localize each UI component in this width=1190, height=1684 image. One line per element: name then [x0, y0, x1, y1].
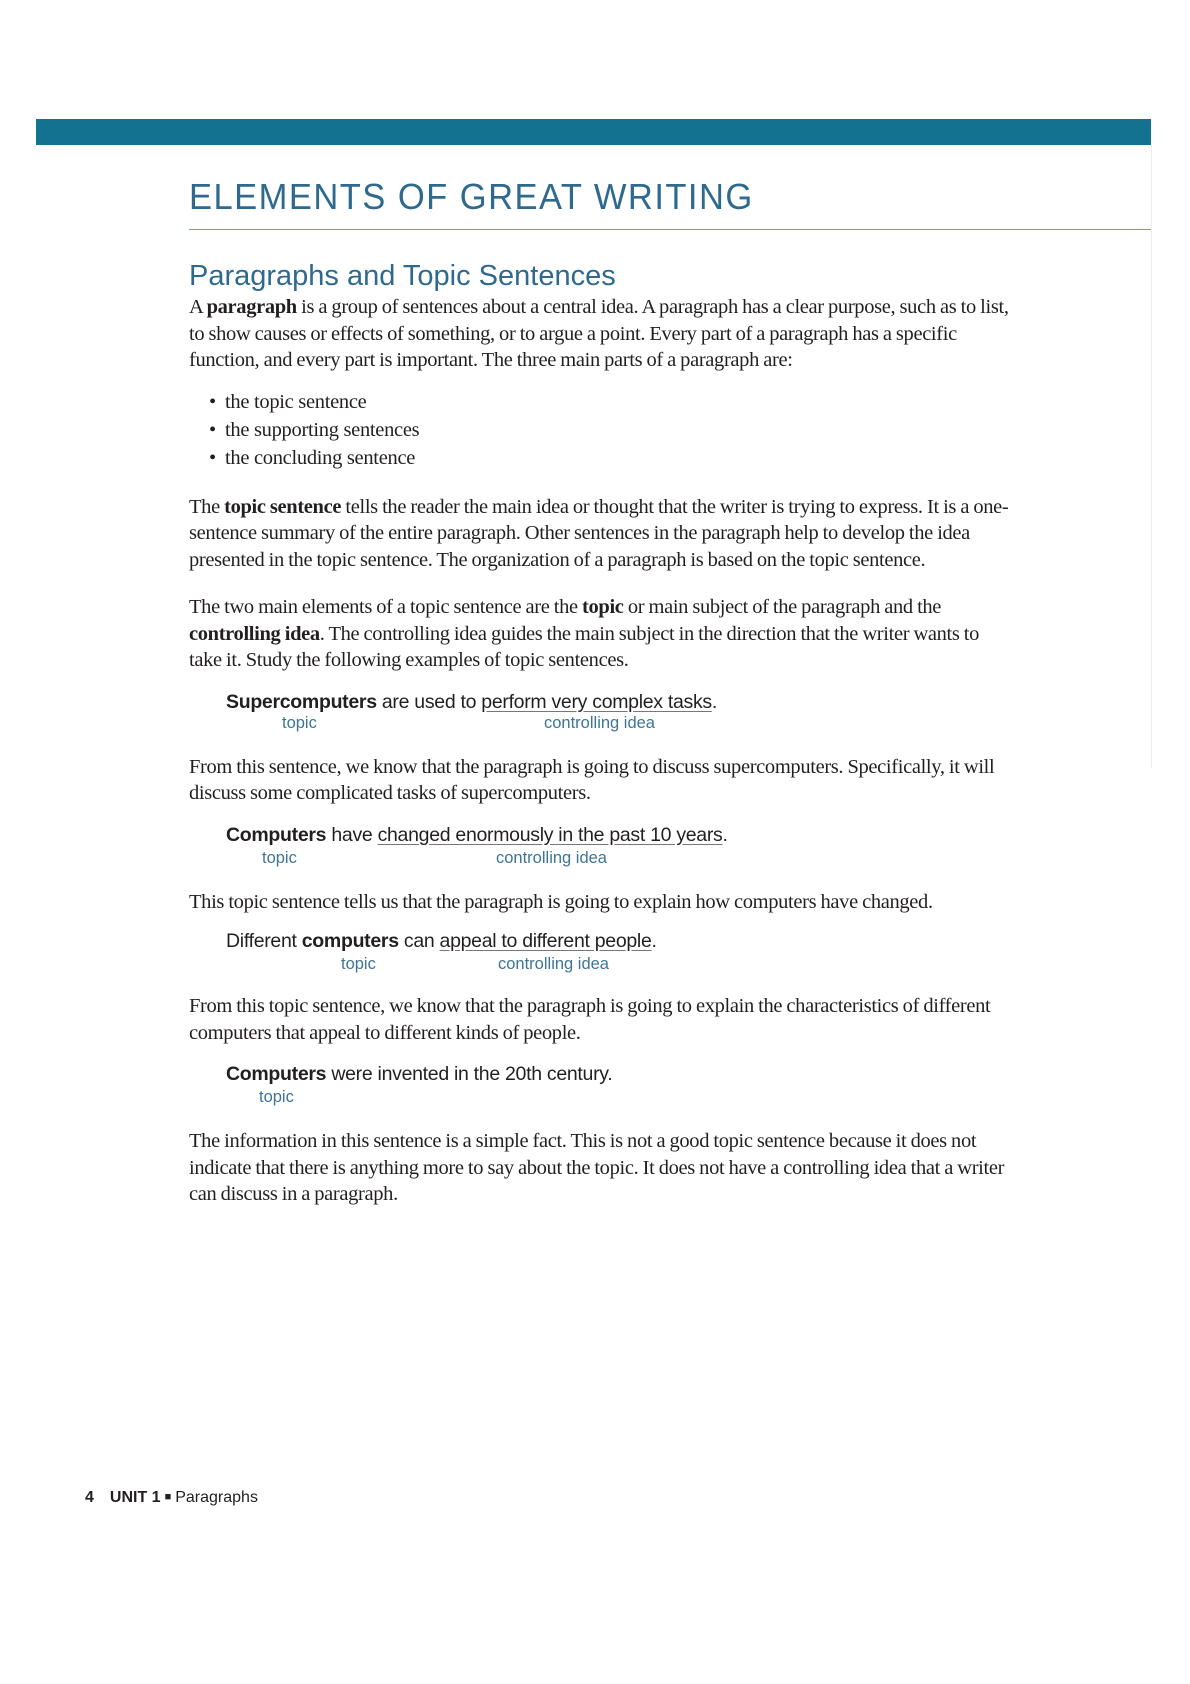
topic-sentence-paragraph [189, 494, 1009, 574]
example-lead: Different [226, 930, 302, 952]
intro-text-pre: A [189, 296, 207, 318]
term-controlling-idea: controlling idea [189, 622, 320, 645]
main-content [189, 258, 1009, 1208]
text: The two main elements of a topic sentence are the [189, 596, 583, 618]
example-explanation-4: The information in this sentence is a simple fact. This is not a good topic sentence because it does not indicate that there is anything more to say about the topic. It does not have a controlling idea that a writer can discuss in a paragraph. [189, 1130, 1005, 1205]
controlling-idea-label: controlling idea [496, 848, 607, 867]
header-banner [36, 119, 1151, 145]
example-labels-4 [189, 1086, 1009, 1110]
example-middle: are used to [376, 690, 482, 713]
example-end: . [711, 690, 718, 713]
example-topic: Computers [226, 1063, 327, 1085]
example-explanation-2: This topic sentence tells us that the paragraph is going to explain how computers have changed. [189, 890, 933, 913]
title-divider [189, 229, 1151, 230]
example-middle: have [326, 823, 378, 846]
text: tells the reader the main idea or thought that the writer is trying to express. It is a one-sentence summary of the entire paragraph. Other sentences in the paragraph help to develop the idea presented in the topic sentence. The organization of a paragraph is based on the topic sentence. [189, 495, 1009, 571]
separator-square-icon: ■ [164, 1491, 172, 1503]
text: or main subject of the paragraph and the [623, 596, 942, 618]
example-controlling-idea: perform very complex tasks [481, 690, 712, 713]
topic-label: topic [282, 713, 317, 732]
list-item-text: the supporting sentences [225, 418, 420, 441]
example-sentence-2 [226, 823, 1009, 847]
list-item-text: the topic sentence [225, 390, 367, 413]
example-sentence-1 [226, 690, 1009, 714]
term-topic: topic [582, 596, 624, 618]
example-sentence-3 [226, 929, 1009, 953]
example-labels-3 [189, 953, 1009, 977]
section-title: ELEMENTS OF GREAT WRITING [189, 176, 754, 217]
example-end: . [651, 930, 657, 952]
intro-term-paragraph: paragraph [206, 296, 297, 318]
example-controlling-idea: changed enormously in the past 10 years [377, 823, 723, 846]
intro-text-post: is a group of sentences about a central idea. A paragraph has a clear purpose, such as to list, to show causes or effects of something, or to argue a point. Every part of a paragraph has a specific function, and every part is important. The three main parts of a paragraph are: [189, 296, 1009, 371]
example-topic: computers [301, 930, 399, 952]
example-labels-2 [189, 847, 1009, 871]
page-number: 4 [85, 1489, 94, 1506]
subheading: Paragraphs and Topic Sentences [189, 260, 616, 292]
text: . The controlling idea guides the main subject in the direction that the writer wants to take it. Study the following examples of topic sentences. [189, 622, 980, 671]
text: The [189, 495, 225, 518]
term-topic-sentence: topic sentence [224, 495, 342, 518]
controlling-idea-label: controlling idea [498, 955, 609, 973]
example-topic: Supercomputers [226, 690, 377, 713]
controlling-idea-label: controlling idea [544, 713, 655, 732]
list-item [209, 388, 1009, 416]
example-controlling-idea: appeal to different people [439, 930, 652, 952]
example-explanation-3: From this topic sentence, we know that the paragraph is going to explain the characteristics of different computers that appeal to different kinds of people. [189, 995, 991, 1044]
list-item [209, 444, 1009, 472]
example-middle: can [398, 930, 440, 952]
bullet-icon: • [209, 418, 216, 441]
topic-label: topic [341, 955, 376, 973]
bullet-icon: • [209, 446, 216, 469]
intro-paragraph [189, 294, 1009, 374]
example-topic: Computers [226, 823, 327, 846]
unit-label: UNIT 1 [109, 1489, 161, 1506]
example-explanation-1: From this sentence, we know that the paragraph is going to discuss supercomputers. Specifically, it will discuss some complicated tasks of supercomputers. [189, 755, 995, 804]
example-end: . [722, 823, 728, 846]
topic-label: topic [262, 848, 297, 867]
chapter-label: Paragraphs [175, 1489, 258, 1506]
list-item-text: the concluding sentence [225, 446, 416, 469]
example-sentence-4 [226, 1062, 1009, 1086]
paragraph-parts-list [189, 388, 1009, 472]
page-footer [85, 1489, 258, 1507]
list-item [209, 416, 1009, 444]
example-middle: were invented in the 20th century. [326, 1063, 613, 1085]
elements-paragraph [189, 594, 1009, 674]
example-labels-1 [189, 714, 1009, 738]
page-edge-divider [1151, 145, 1152, 768]
topic-label: topic [259, 1088, 294, 1106]
bullet-icon: • [209, 390, 216, 413]
